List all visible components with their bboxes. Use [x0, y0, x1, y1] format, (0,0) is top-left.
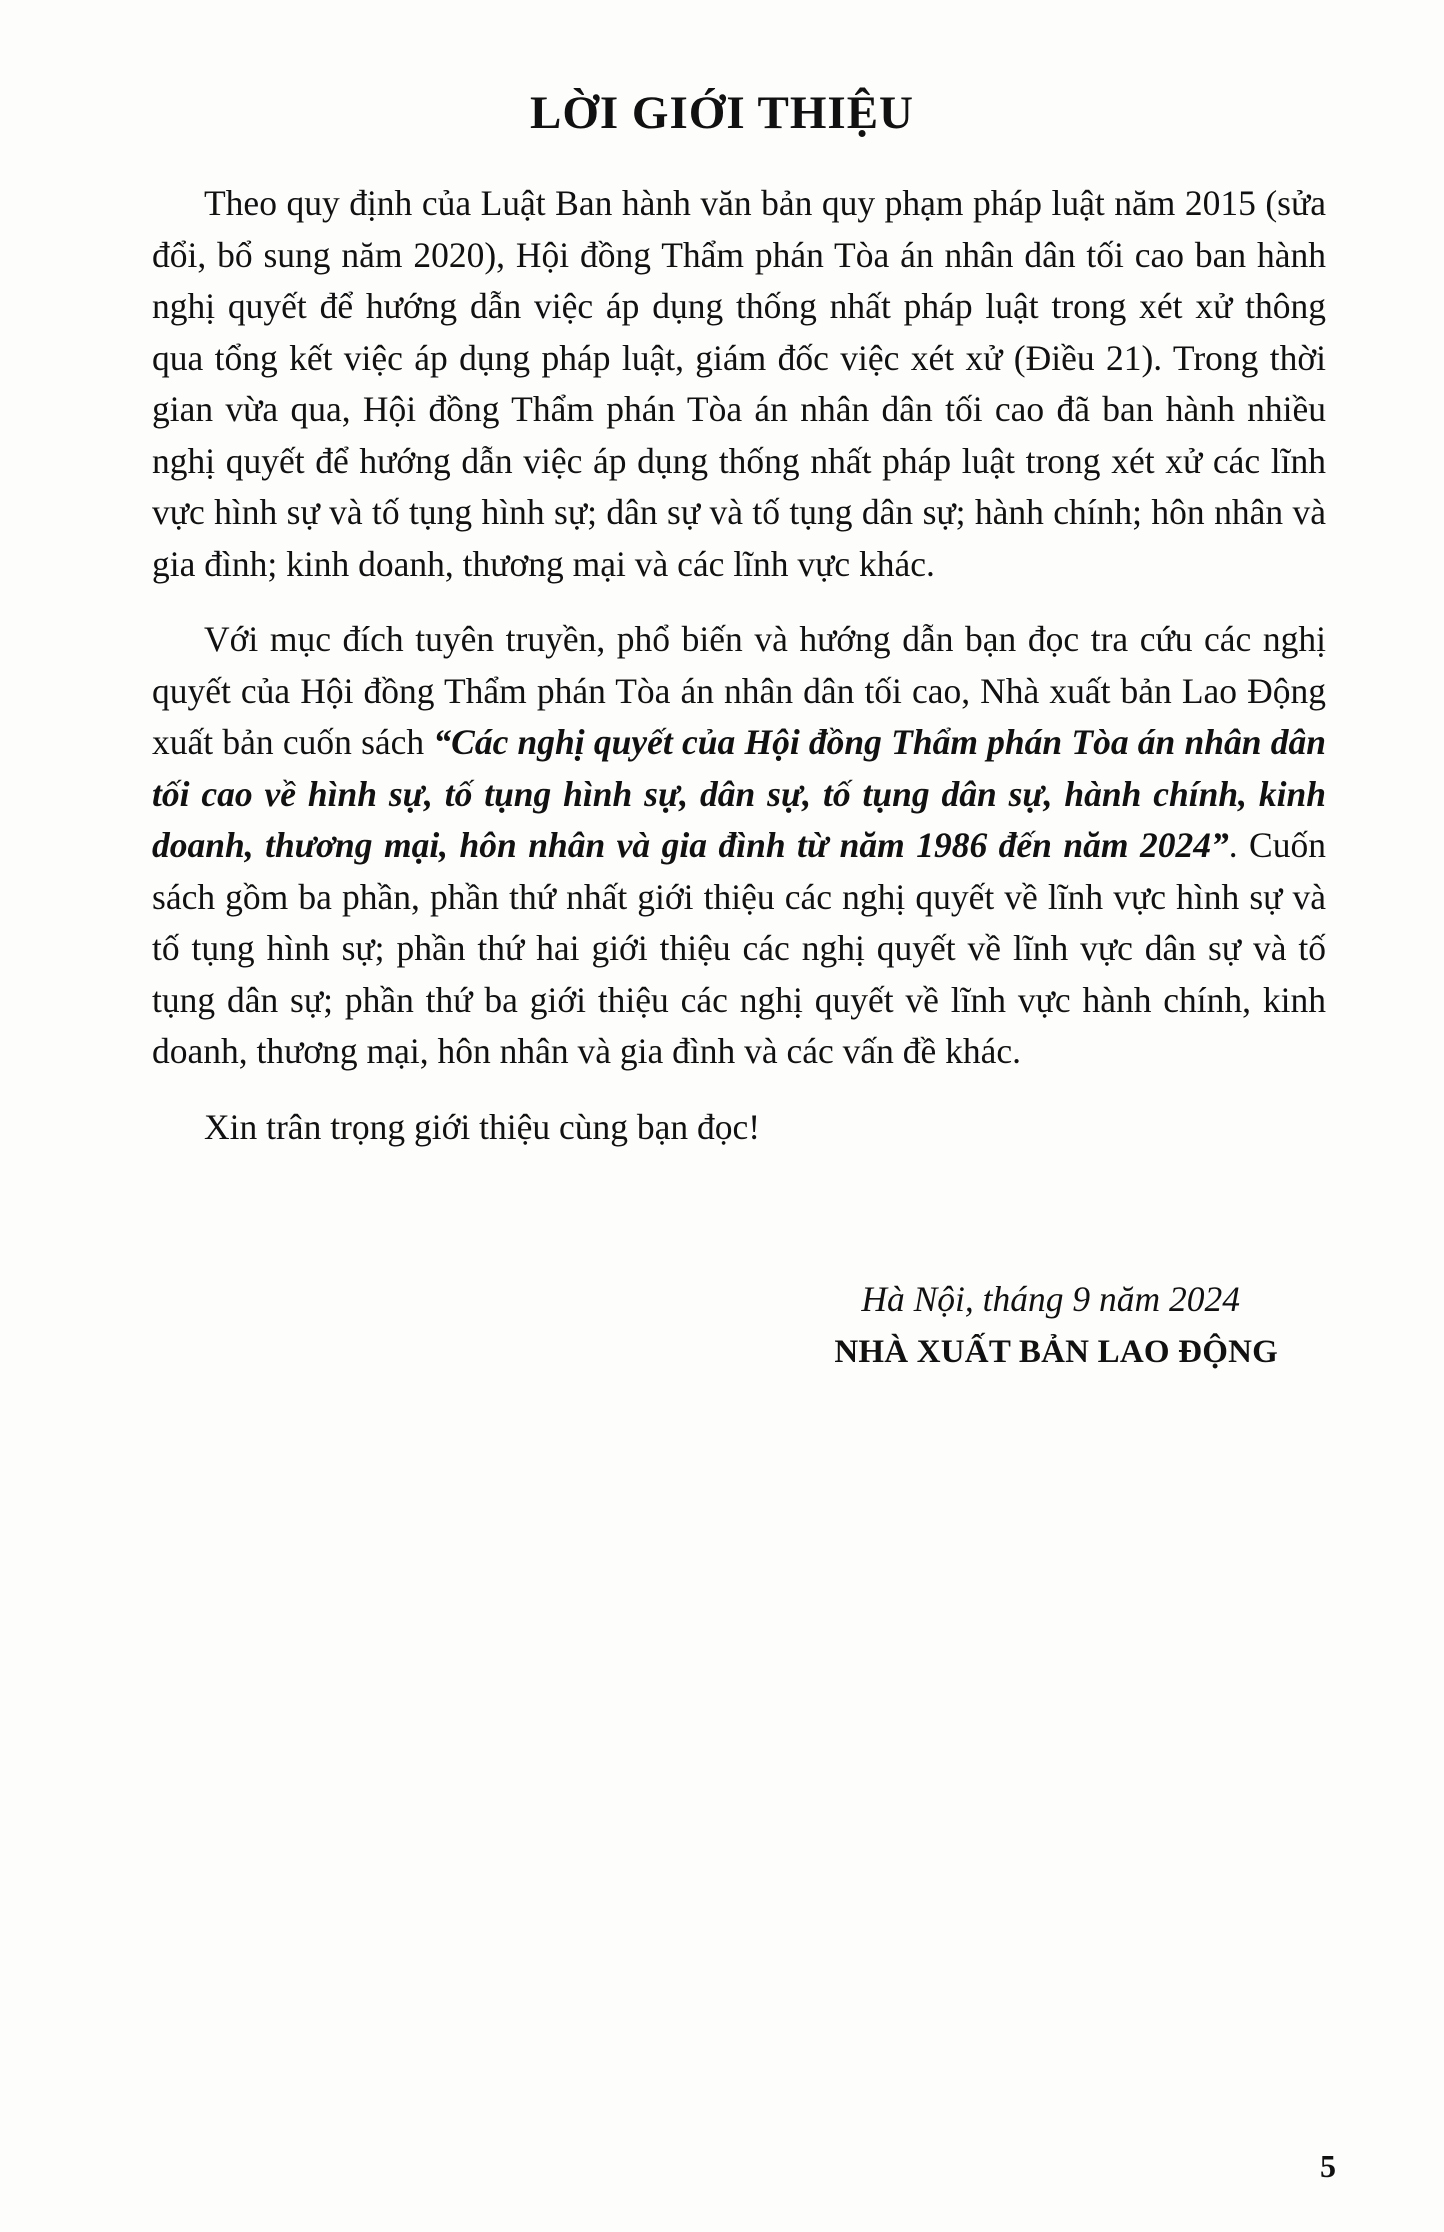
paragraph-2 [152, 614, 1326, 1078]
paragraph-2-rest: . Cuốn sách gồm ba phần, phần thứ nhất giới thiệu các nghị quyết về lĩnh vực hình sự và tố tụng hình sự; phần thứ hai giới thiệu các nghị quyết về lĩnh vực dân sự và tố tụng dân sự; phần thứ ba giới thiệu các nghị quyết về lĩnh vực hành chính, kinh doanh, thương mại, hôn nhân và gia đình và các vấn đề khác. [152, 825, 1326, 1071]
place-date: Hà Nội, tháng 9 năm 2024 [861, 1279, 1240, 1319]
publisher-signature: NHÀ XUẤT BẢN LAO ĐỘNG [834, 1334, 1278, 1370]
book-title: “Các nghị quyết của Hội đồng Thẩm phán Tòa án nhân dân tối cao về hình sự, tố tụng hình sự, dân sự, tố tụng dân sự, hành chính, kinh doanh, thương mại, hôn nhân và gia đình từ năm 1986 đến năm 2024” [152, 722, 1326, 865]
page-title: LỜI GIỚI THIỆU [529, 87, 915, 139]
paragraph-1 [152, 178, 1326, 590]
paragraph-3-text: Xin trân trọng giới thiệu cùng bạn đọc! [204, 1106, 761, 1147]
paragraph-3 [152, 1102, 1326, 1154]
paragraph-1-text: Theo quy định của Luật Ban hành văn bản quy phạm pháp luật năm 2015 (sửa đổi, bổ sung năm 2020), Hội đồng Thẩm phán Tòa án nhân dân tối cao ban hành nghị quyết để hướng dẫn việc áp dụng thống nhất pháp luật trong xét xử thông qua tổng kết việc áp dụng pháp luật, giám đốc việc xét xử (Điều 21). Trong thời gian vừa qua, Hội đồng Thẩm phán Tòa án nhân dân tối cao đã ban hành nhiều nghị quyết để hướng dẫn việc áp dụng thống nhất pháp luật trong xét xử các lĩnh vực hình sự và tố tụng hình sự; dân sự và tố tụng dân sự; hành chính; hôn nhân và gia đình; kinh doanh, thương mại và các lĩnh vực khác. [152, 183, 1326, 584]
paragraph-2-intro: Với mục đích tuyên truyền, phổ biến và hướng dẫn bạn đọc tra cứu các nghị quyết của Hội đồng Thẩm phán Tòa án nhân dân tối cao, Nhà xuất bản Lao Động xuất bản cuốn sách [152, 619, 1326, 762]
page-number: 5 [1320, 2148, 1336, 2184]
body-text [152, 178, 1326, 1177]
